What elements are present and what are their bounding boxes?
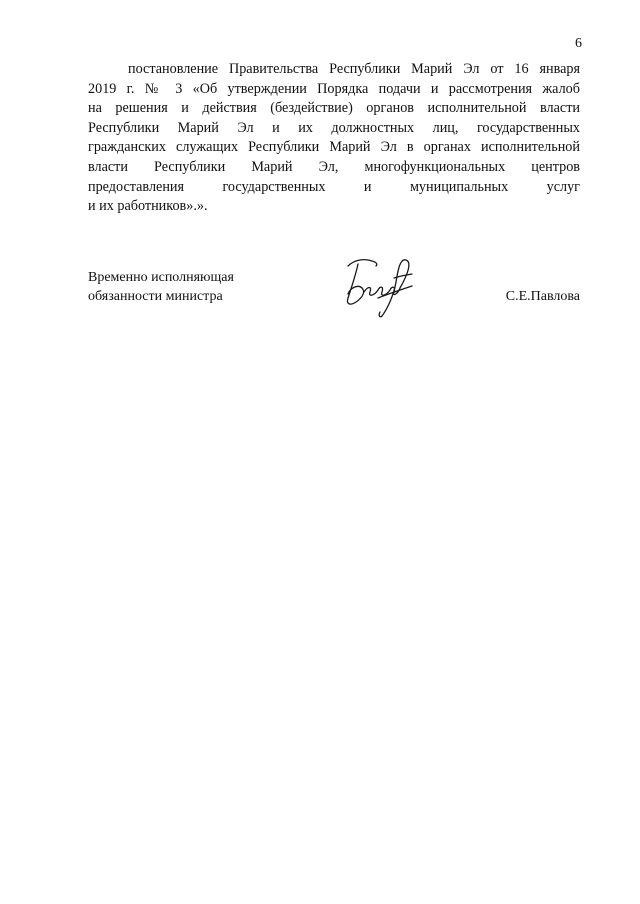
body-paragraph	[88, 60, 580, 217]
paragraph-line-1: постановление Правительства Республики Марий Эл от 16 января	[128, 61, 580, 77]
paragraph-line-2: 2019 г. № 3 «Об утверждении Порядка подачи и рассмотрения жалоб	[88, 80, 580, 97]
signer-role-line-2: обязанности министра	[88, 289, 223, 304]
paragraph-line-6: власти Республики Марий Эл, многофункциональных центров	[88, 158, 580, 175]
signature-block	[88, 266, 580, 326]
paragraph-line-3: на решения и действия (бездействие) органов исполнительной власти	[88, 100, 580, 117]
paragraph-line-7: предоставления государственных и муниципальных услуг	[88, 178, 580, 195]
page-number: 6	[575, 36, 582, 51]
signer-name: С.Е.Павлова	[505, 289, 580, 304]
handwritten-signature-icon	[338, 252, 418, 322]
signer-role	[88, 268, 234, 306]
signature-stroke-stem	[347, 264, 363, 304]
paragraph-line-4: Республики Марий Эл и их должностных лиц, государственных	[88, 119, 580, 136]
paragraph-line-8: и их работников».».	[88, 198, 208, 215]
paragraph-line-5: гражданских служащих Республики Марий Эл в органах исполнительной	[88, 139, 580, 156]
signer-role-line-1: Временно исполняющая	[88, 270, 234, 285]
signature-stroke-cap	[348, 260, 377, 266]
